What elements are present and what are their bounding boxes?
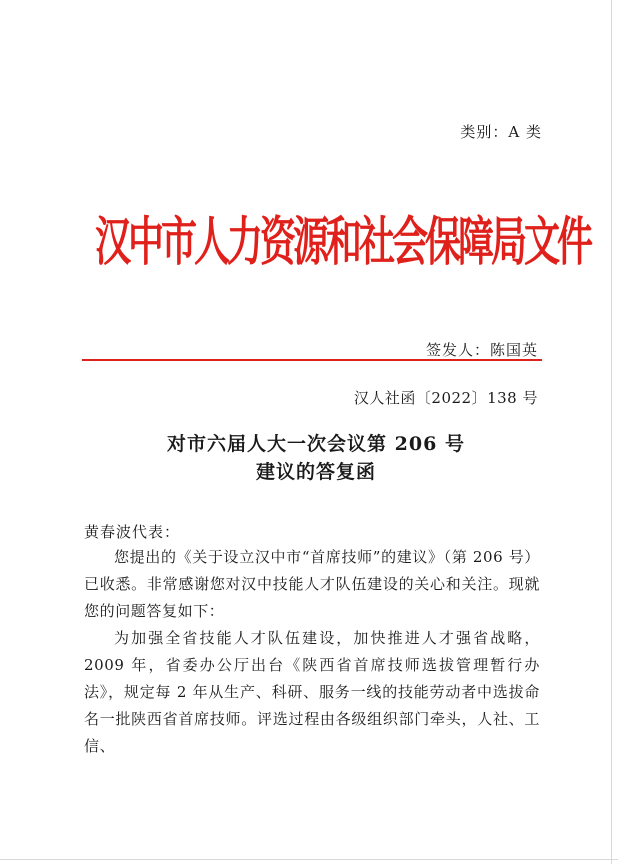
body-paragraph-2: 为加强全省技能人才队伍建设，加快推进人才强省战略，2009 年，省委办公厅出台《陕西省首席技师选拔管理暂行办法》，规定每 2 年从生产、科研、服务一线的技能劳动者中选拔命名一批陕西省首席技师。评选过程由各级组织部门牵头，人社、工信、 (84, 629, 540, 755)
document-title (0, 430, 618, 486)
title-line-2: 建议的答复函 (255, 461, 376, 483)
masthead-title: 汉中市人力资源和社会保障局文件 (95, 213, 591, 273)
document-number: 汉人社函〔2022〕138 号 (353, 389, 538, 407)
body-paragraph-1: 您提出的《关于设立汉中市“首席技师”的建议》（第 206 号）已收悉。非常感谢您对汉中技能人才队伍建设的关心和关注。现就您的问题答复如下： (84, 548, 540, 620)
salutation: 黄春波代表： (84, 523, 181, 541)
page-edge-bottom (0, 859, 618, 860)
category-label: 类别：A 类 (460, 123, 542, 141)
title-line-1: 对市六届人大一次会议第 206 号 (167, 433, 465, 455)
red-separator-line (82, 359, 542, 361)
issuer-label: 签发人：陈国英 (425, 341, 538, 359)
